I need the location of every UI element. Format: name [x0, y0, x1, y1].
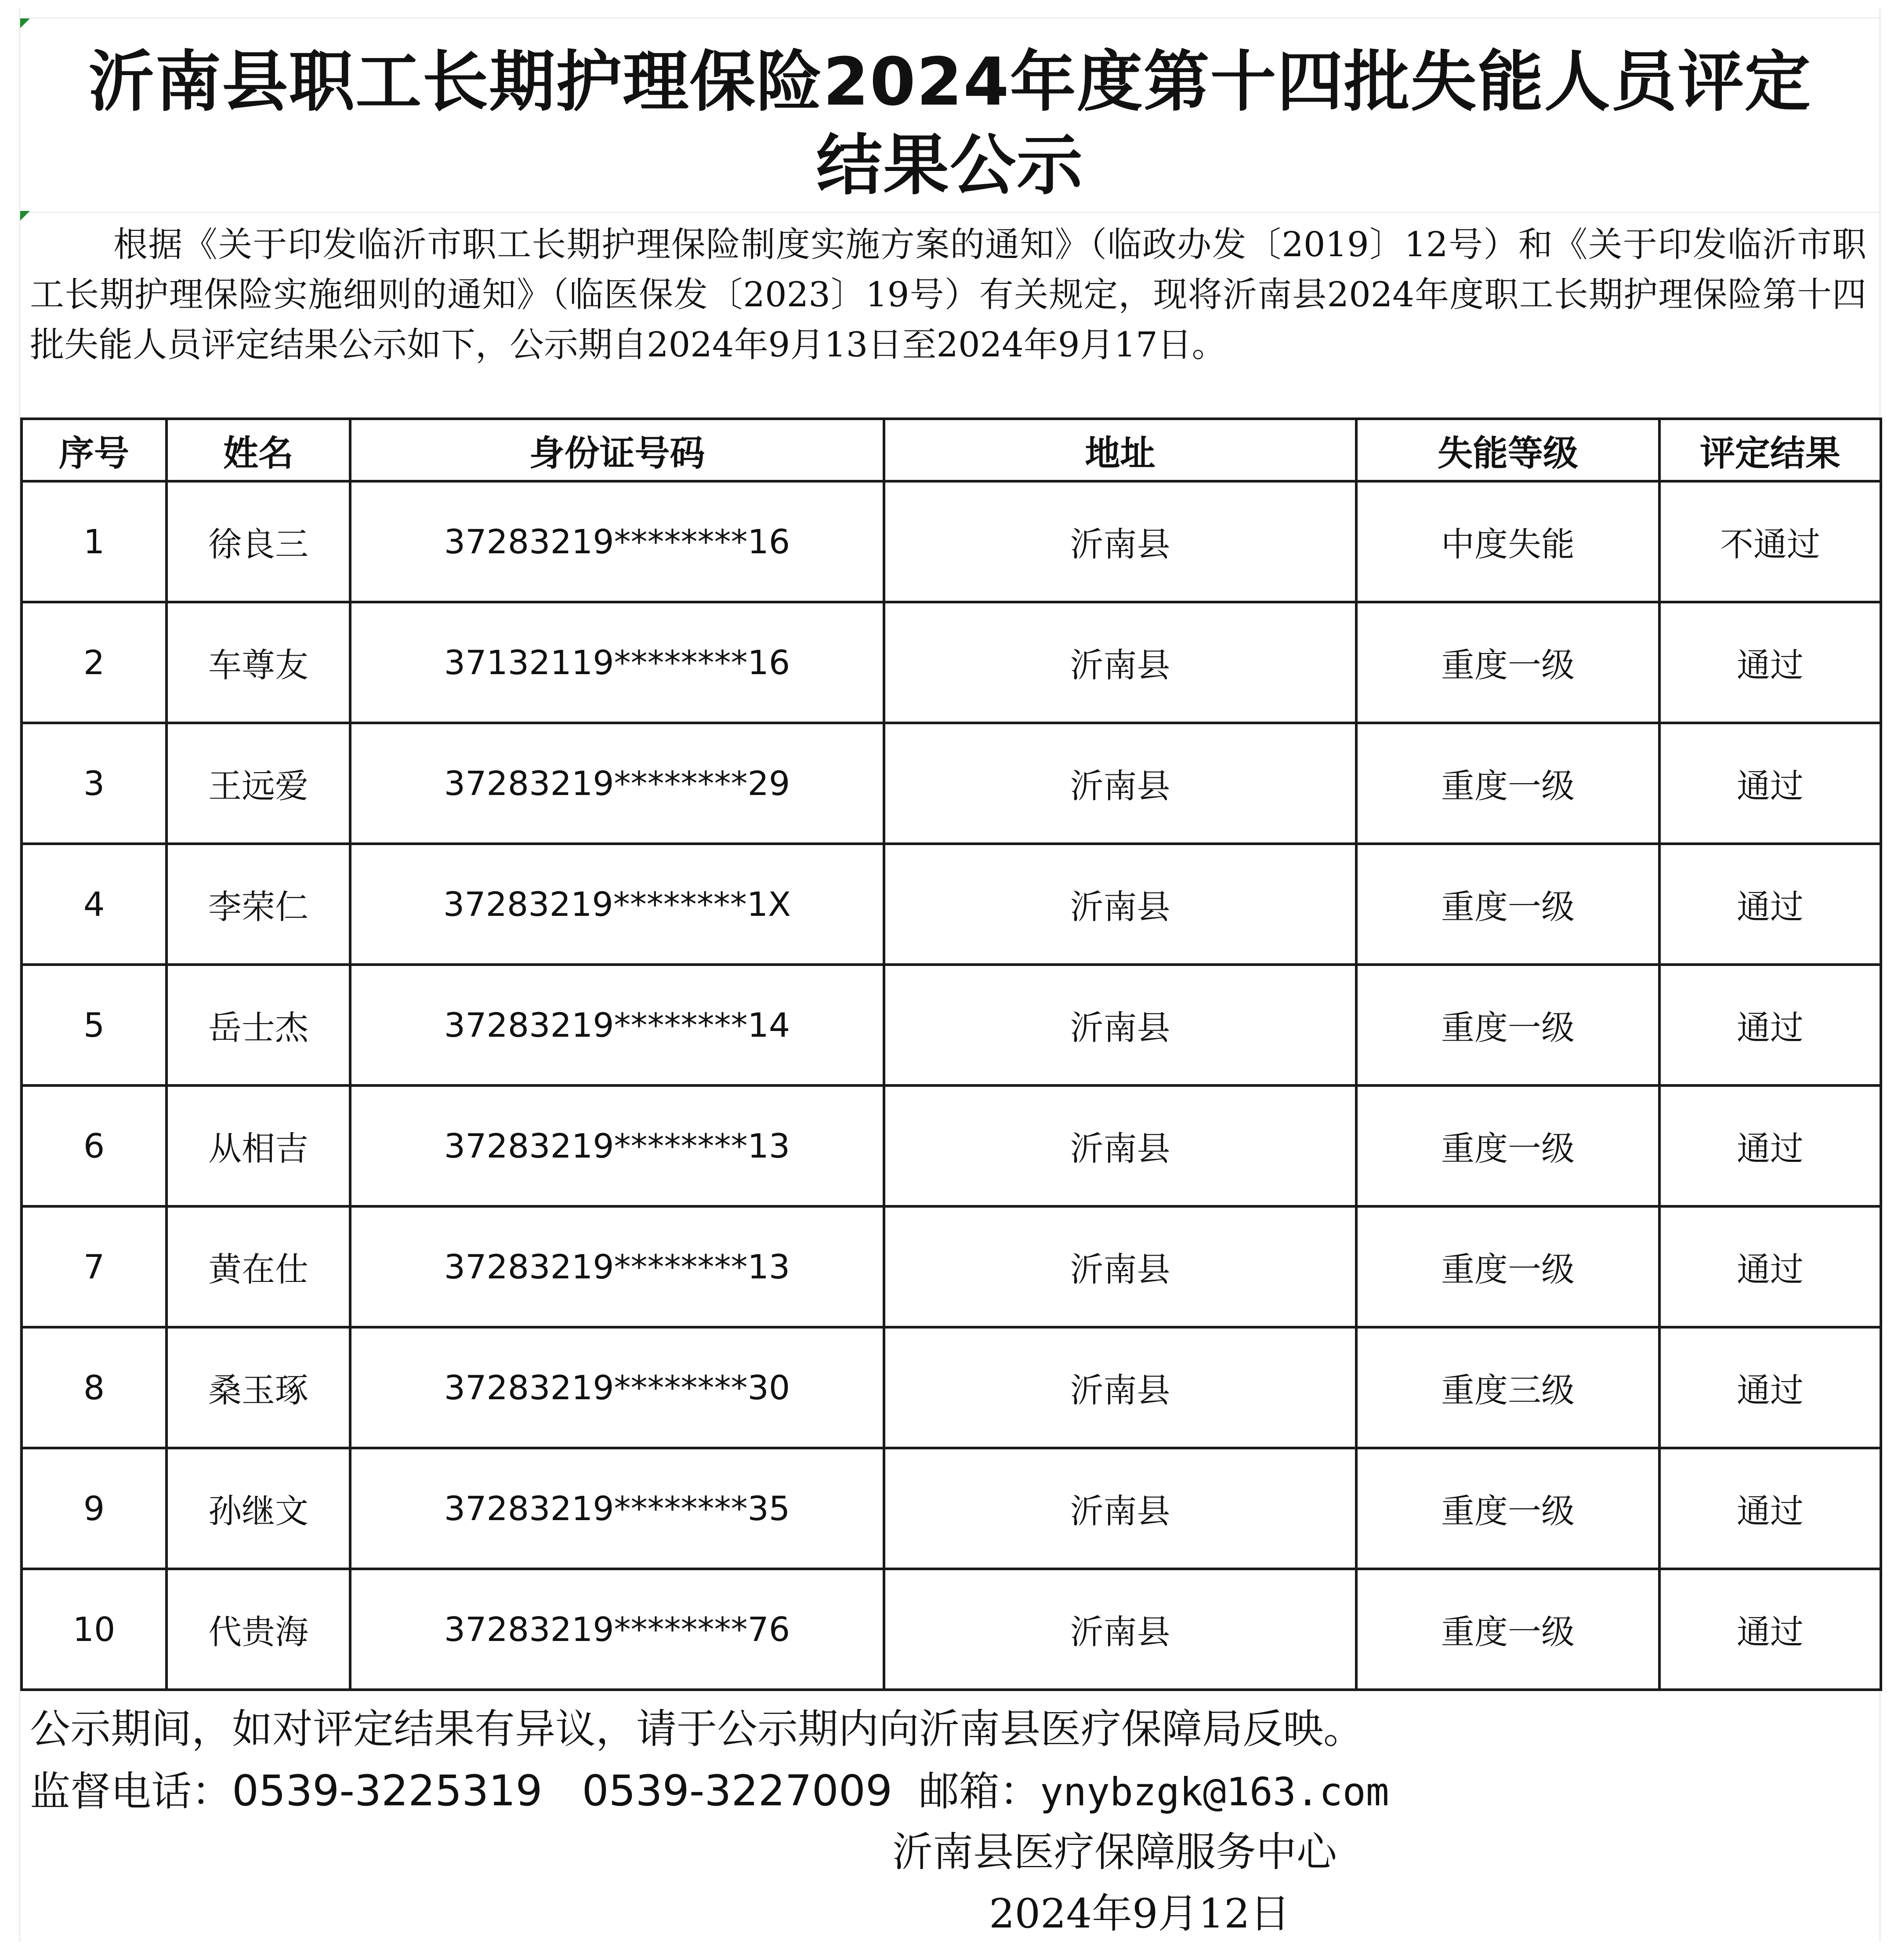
cell-result: 通过	[1659, 1569, 1881, 1690]
header-name: 姓名	[167, 419, 350, 481]
result-table	[20, 417, 1882, 1691]
cell-no: 2	[22, 602, 167, 723]
cell-level: 重度一级	[1356, 723, 1659, 844]
table-row	[22, 1206, 1881, 1327]
cell-id: 37283219********29	[350, 723, 884, 844]
cell-address: 沂南县	[884, 481, 1356, 602]
cell-address: 沂南县	[884, 844, 1356, 965]
title-line-1: 沂南县职工长期护理保险2024年度第十四批失能人员评定	[88, 44, 1811, 120]
cell-no: 10	[22, 1569, 167, 1690]
cell-no: 6	[22, 1085, 167, 1206]
email-label: 邮箱：	[919, 1768, 1040, 1815]
cell-result: 通过	[1659, 1206, 1881, 1327]
cell-address: 沂南县	[884, 1448, 1356, 1569]
cell-level: 重度一级	[1356, 965, 1659, 1085]
phone-number-1: 0539-3225319	[232, 1766, 543, 1815]
cell-id: 37132119********16	[350, 602, 884, 723]
page-title	[20, 40, 1880, 207]
table-header-row	[22, 419, 1881, 481]
cell-result: 通过	[1659, 723, 1881, 844]
cell-level: 重度三级	[1356, 1327, 1659, 1448]
table-row	[22, 602, 1881, 723]
cell-address: 沂南县	[884, 1206, 1356, 1327]
cell-name: 岳士杰	[167, 965, 350, 1085]
cell-result: 通过	[1659, 1448, 1881, 1569]
cell-no: 9	[22, 1448, 167, 1569]
cell-address: 沂南县	[884, 965, 1356, 1085]
cell-name: 黄在仕	[167, 1206, 350, 1327]
issue-date: 2024年9月12日	[989, 1890, 1290, 1937]
phone-number-2: 0539-3227009	[582, 1766, 893, 1815]
title-box	[20, 18, 1880, 213]
cell-name: 徐良三	[167, 481, 350, 602]
cell-name: 车尊友	[167, 602, 350, 723]
cell-level: 重度一级	[1356, 1206, 1659, 1327]
cell-name: 代贵海	[167, 1569, 350, 1690]
cell-id: 37283219********13	[350, 1085, 884, 1206]
cell-id: 37283219********13	[350, 1206, 884, 1327]
cell-marker-icon	[20, 18, 30, 28]
cell-level: 重度一级	[1356, 602, 1659, 723]
cell-id: 37283219********35	[350, 1448, 884, 1569]
cell-level: 重度一级	[1356, 1569, 1659, 1690]
cell-result: 不通过	[1659, 481, 1881, 602]
header-id: 身份证号码	[350, 419, 884, 481]
cell-level: 重度一级	[1356, 1448, 1659, 1569]
table-row	[22, 1085, 1881, 1206]
cell-address: 沂南县	[884, 1085, 1356, 1206]
cell-name: 从相吉	[167, 1085, 350, 1206]
cell-no: 8	[22, 1327, 167, 1448]
cell-result: 通过	[1659, 844, 1881, 965]
table-row	[22, 1327, 1881, 1448]
cell-level: 重度一级	[1356, 844, 1659, 965]
cell-address: 沂南县	[884, 723, 1356, 844]
cell-level: 重度一级	[1356, 1085, 1659, 1206]
cell-result: 通过	[1659, 1327, 1881, 1448]
table-row	[22, 481, 1881, 602]
cell-id: 37283219********1X	[350, 844, 884, 965]
header-no: 序号	[22, 419, 167, 481]
contact-line	[30, 1760, 1875, 1823]
cell-no: 5	[22, 965, 167, 1085]
header-result: 评定结果	[1659, 419, 1881, 481]
cell-result: 通过	[1659, 1085, 1881, 1206]
objection-notice: 公示期间，如对评定结果有异议，请于公示期内向沂南县医疗保障局反映。	[30, 1706, 1364, 1753]
cell-id: 37283219********14	[350, 965, 884, 1085]
table-row	[22, 1569, 1881, 1690]
phone-label: 监督电话：	[30, 1768, 232, 1815]
cell-address: 沂南县	[884, 1569, 1356, 1690]
cell-marker-icon	[20, 211, 30, 221]
notice-sheet	[19, 9, 1880, 1942]
issuer-name: 沂南县医疗保障服务中心	[892, 1829, 1337, 1876]
cell-result: 通过	[1659, 602, 1881, 723]
cell-name: 桑玉琢	[167, 1327, 350, 1448]
cell-result: 通过	[1659, 965, 1881, 1085]
cell-level: 中度失能	[1356, 481, 1659, 602]
cell-no: 4	[22, 844, 167, 965]
cell-name: 王远爱	[167, 723, 350, 844]
intro-paragraph: 根据《关于印发临沂市职工长期护理保险制度实施方案的通知》（临政办发〔2019〕12号）和《关于印发临沂市职工长期护理保险实施细则的通知》（临医保发〔2023〕19号）有关规定，现将沂南县2024年度职工长期护理保险第十四批失能人员评定结果公示如下，公示期自2024年9月13日至2024年9月17日。	[30, 225, 1866, 365]
cell-id: 37283219********16	[350, 481, 884, 602]
cell-id: 37283219********30	[350, 1327, 884, 1448]
title-line-2: 结果公示	[816, 127, 1083, 204]
cell-no: 7	[22, 1206, 167, 1327]
header-level: 失能等级	[1356, 419, 1659, 481]
email-address: ynybzgk@163.com	[1040, 1769, 1389, 1815]
table-row	[22, 1448, 1881, 1569]
cell-name: 李荣仁	[167, 844, 350, 965]
header-address: 地址	[884, 419, 1356, 481]
table-row	[22, 844, 1881, 965]
cell-name: 孙继文	[167, 1448, 350, 1569]
cell-id: 37283219********76	[350, 1569, 884, 1690]
cell-no: 3	[22, 723, 167, 844]
cell-address: 沂南县	[884, 1327, 1356, 1448]
table-row	[22, 723, 1881, 844]
cell-address: 沂南县	[884, 602, 1356, 723]
table-row	[22, 965, 1881, 1085]
cell-no: 1	[22, 481, 167, 602]
